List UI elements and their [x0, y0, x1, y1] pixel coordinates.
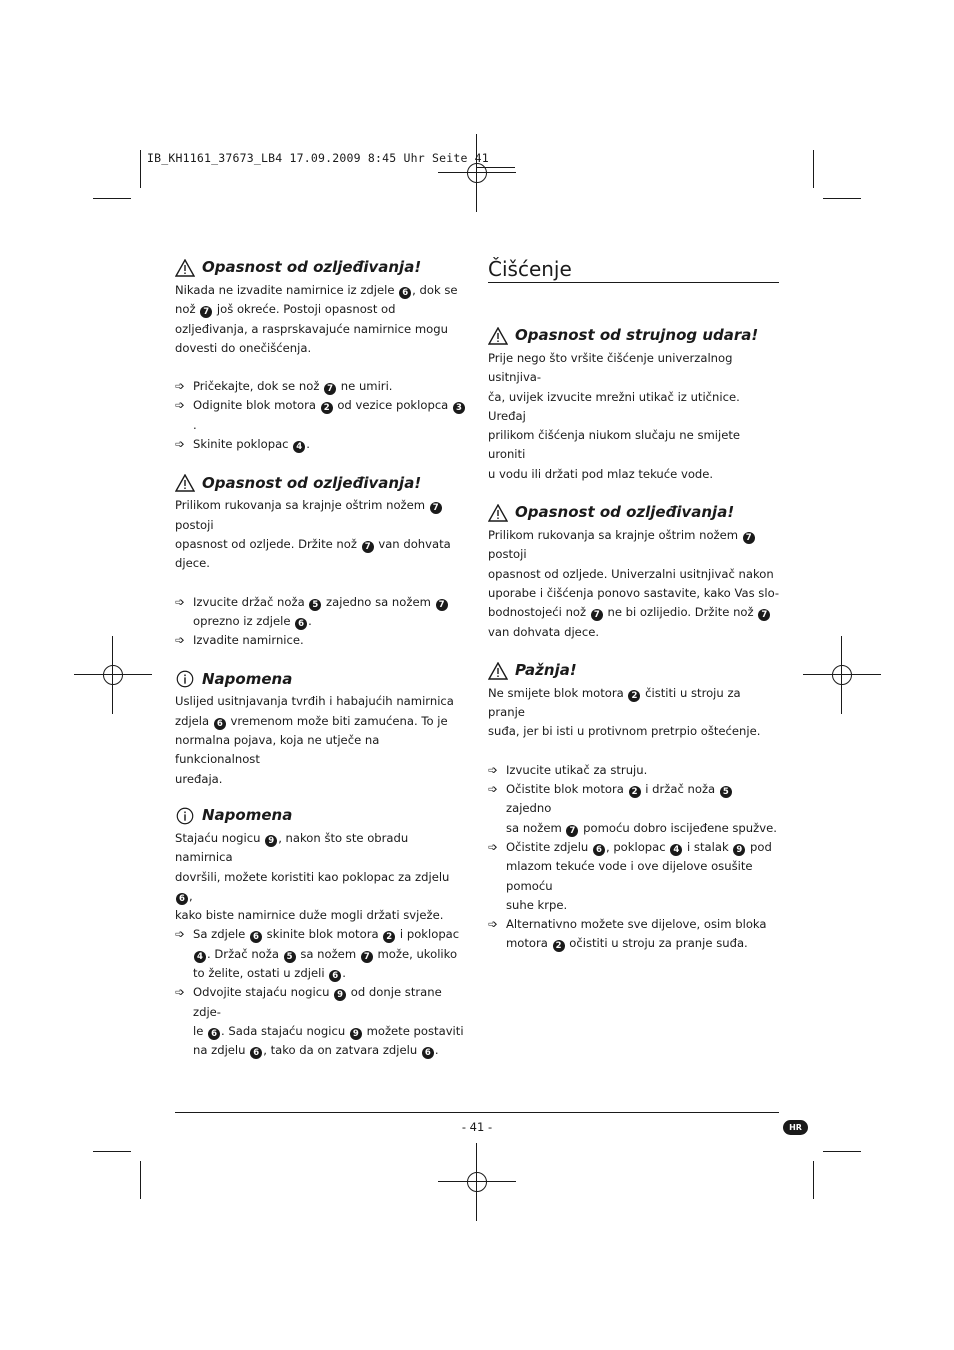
- crop-mark: [813, 150, 814, 188]
- paragraph: bodnostojeći nož 7 ne bi ozlijedio. Držite nož 7: [488, 603, 780, 622]
- arrow-icon: ➩: [175, 398, 186, 413]
- paragraph: Prilikom rukovanja sa krajnje oštrim nožem 7 postoji: [175, 496, 467, 535]
- paragraph: djece.: [175, 556, 210, 571]
- paragraph: u vodu ili držati pod mlaz tekuće vode.: [488, 466, 714, 481]
- crop-mark: [823, 198, 861, 199]
- right-column: [488, 255, 780, 954]
- warning-heading: [175, 255, 467, 281]
- left-column: [175, 255, 467, 1061]
- warning-heading: [488, 500, 780, 526]
- arrow-icon: ➩: [175, 379, 186, 394]
- heading-text: Opasnost od ozljeđivanja!: [202, 258, 422, 277]
- paragraph: Prilikom rukovanja sa krajnje oštrim nožem 7 postoji: [488, 526, 780, 565]
- step-item: ➩ Sa zdjele 6 skinite blok motora 2 i poklopac 4 . Držač noža 5 sa nožem 7 može, ukoliko to želite, ostati u zdjeli 6 .: [175, 925, 467, 983]
- print-slug: IB_KH1161_37673_LB4 17.09.2009 8:45 Uhr Seite 41: [147, 151, 489, 165]
- heading-text: Opasnost od strujnog udara!: [515, 326, 759, 345]
- step-item: ➩ Odignite blok motora 2 od vezice poklopca 3.: [175, 396, 467, 435]
- registration-mark-left: [74, 636, 152, 714]
- registration-mark-top: [438, 134, 516, 212]
- language-badge: HR: [783, 1120, 808, 1135]
- warning-heading: [175, 470, 467, 496]
- attention-heading: [488, 658, 780, 684]
- step-item: ➩ Skinite poklopac 4 .: [175, 435, 467, 454]
- page-title: Čišćenje: [488, 257, 572, 281]
- paragraph: dovršili, možete koristiti kao poklopac za zdjelu 6 ,: [175, 869, 450, 904]
- crop-mark: [93, 198, 131, 199]
- heading-text: Pažnja!: [515, 661, 577, 680]
- warning-triangle-icon: [488, 662, 508, 680]
- warning-triangle-icon: [488, 504, 508, 522]
- registration-mark-right: [803, 636, 881, 714]
- arrow-icon: ➩: [488, 782, 499, 797]
- arrow-icon: ➩: [488, 839, 499, 854]
- paragraph: zdjela 6 vremenom može biti zamućena. To je: [175, 713, 448, 729]
- paragraph: Stajaću nogicu 9 , nakon što ste obradu namirnica: [175, 830, 409, 865]
- paragraph: opasnost od ozljede. Držite nož 7 van dohvata: [175, 536, 451, 552]
- heading-text: Opasnost od ozljeđivanja!: [202, 473, 422, 492]
- crop-mark: [93, 1151, 131, 1152]
- paragraph: dovesti do onečišćenja.: [175, 340, 312, 355]
- paragraph: ča, uvijek izvucite mrežni utikač iz utičnice. Uređaj: [488, 389, 740, 423]
- crop-mark: [813, 1161, 814, 1199]
- title-divider: [488, 282, 779, 283]
- info-icon: [175, 807, 195, 825]
- crop-mark: [823, 1151, 861, 1152]
- paragraph: uređaja.: [175, 771, 223, 786]
- step-item: ➩ Izvucite utikač za struju.: [488, 761, 780, 780]
- warning-triangle-icon: [175, 259, 195, 277]
- arrow-icon: ➩: [175, 927, 186, 942]
- registration-mark-bottom: [438, 1143, 516, 1221]
- crop-mark: [140, 1161, 141, 1199]
- paragraph: Nikada ne izvadite namirnice iz zdjele 6 , dok se: [175, 283, 458, 298]
- paragraph: uporabe i čišćenja ponovo sastavite, kako Vas slo-: [488, 585, 780, 600]
- arrow-icon: ➩: [175, 633, 186, 648]
- note-heading: [175, 666, 467, 692]
- info-icon: [175, 670, 195, 688]
- arrow-icon: ➩: [175, 985, 186, 1000]
- step-item: ➩ Izvadite namirnice.: [175, 631, 467, 650]
- heading-text: Opasnost od ozljeđivanja!: [515, 503, 735, 522]
- arrow-icon: ➩: [175, 437, 186, 452]
- step-item: ➩ Izvucite držač noža 5 zajedno sa nožem 7 oprezno iz zdjele 6 .: [175, 593, 467, 632]
- step-item: ➩ Očistite blok motora 2 i držač noža 5 zajedno sa nožem 7 pomoću dobro iscijeđene spužve.: [488, 780, 780, 838]
- page-number: - 41 -: [461, 1120, 493, 1134]
- paragraph: kako biste namirnice duže mogli držati svježe.: [175, 908, 444, 923]
- paragraph: Ne smijete blok motora 2 čistiti u stroju za pranje: [488, 685, 741, 720]
- paragraph: Prije nego što vršite čišćenje univerzalnog usitnjiva-: [488, 351, 733, 385]
- step-item: ➩ Pričekajte, dok se nož 7 ne umiri.: [175, 377, 467, 396]
- paragraph: nož 7 još okreće. Postoji opasnost od: [175, 302, 396, 318]
- heading-text: Napomena: [202, 806, 293, 825]
- warning-triangle-icon: [175, 474, 195, 492]
- paragraph: opasnost od ozljede. Univerzalni usitnjivač nakon: [488, 566, 774, 581]
- warning-triangle-icon: [488, 327, 508, 345]
- paragraph: normalna pojava, koja ne utječe na funkcionalnost: [175, 733, 380, 767]
- arrow-icon: ➩: [175, 594, 186, 609]
- note-heading: [175, 803, 467, 829]
- warning-heading: [488, 323, 780, 349]
- arrow-icon: ➩: [488, 762, 499, 777]
- step-item: ➩ Odvojite stajaću nogicu 9 od donje strane zdje- le 6 . Sada stajaću nogicu 9 možete postaviti na zdjelu 6 , tako da on zatvara zdjelu 6 .: [175, 983, 467, 1060]
- arrow-icon: ➩: [488, 917, 499, 932]
- paragraph: suđa, jer bi isti u protivnom pretrpio oštećenje.: [488, 724, 761, 739]
- paragraph: van dohvata djece.: [488, 624, 600, 639]
- paragraph: prilikom čišćenja niukom slučaju ne smijete uroniti: [488, 428, 741, 462]
- heading-text: Napomena: [202, 669, 293, 688]
- paragraph: Uslijed usitnjavanja tvrđih i habajućih namirnica: [175, 694, 454, 709]
- step-item: ➩ Alternativno možete sve dijelove, osim bloka motora 2 očistiti u stroju za pranje suđa.: [488, 915, 780, 954]
- step-item: ➩ Očistite zdjelu 6 , poklopac 4 i stalak 9 pod mlazom tekuće vode i ove dijelove osušite pomoću suhe krpe.: [488, 838, 780, 915]
- paragraph: ozljeđivanja, a rasprskavajuće namirnice mogu: [175, 321, 448, 336]
- footer-divider: [175, 1112, 779, 1113]
- crop-mark: [140, 150, 141, 188]
- slug-underline: [476, 167, 515, 168]
